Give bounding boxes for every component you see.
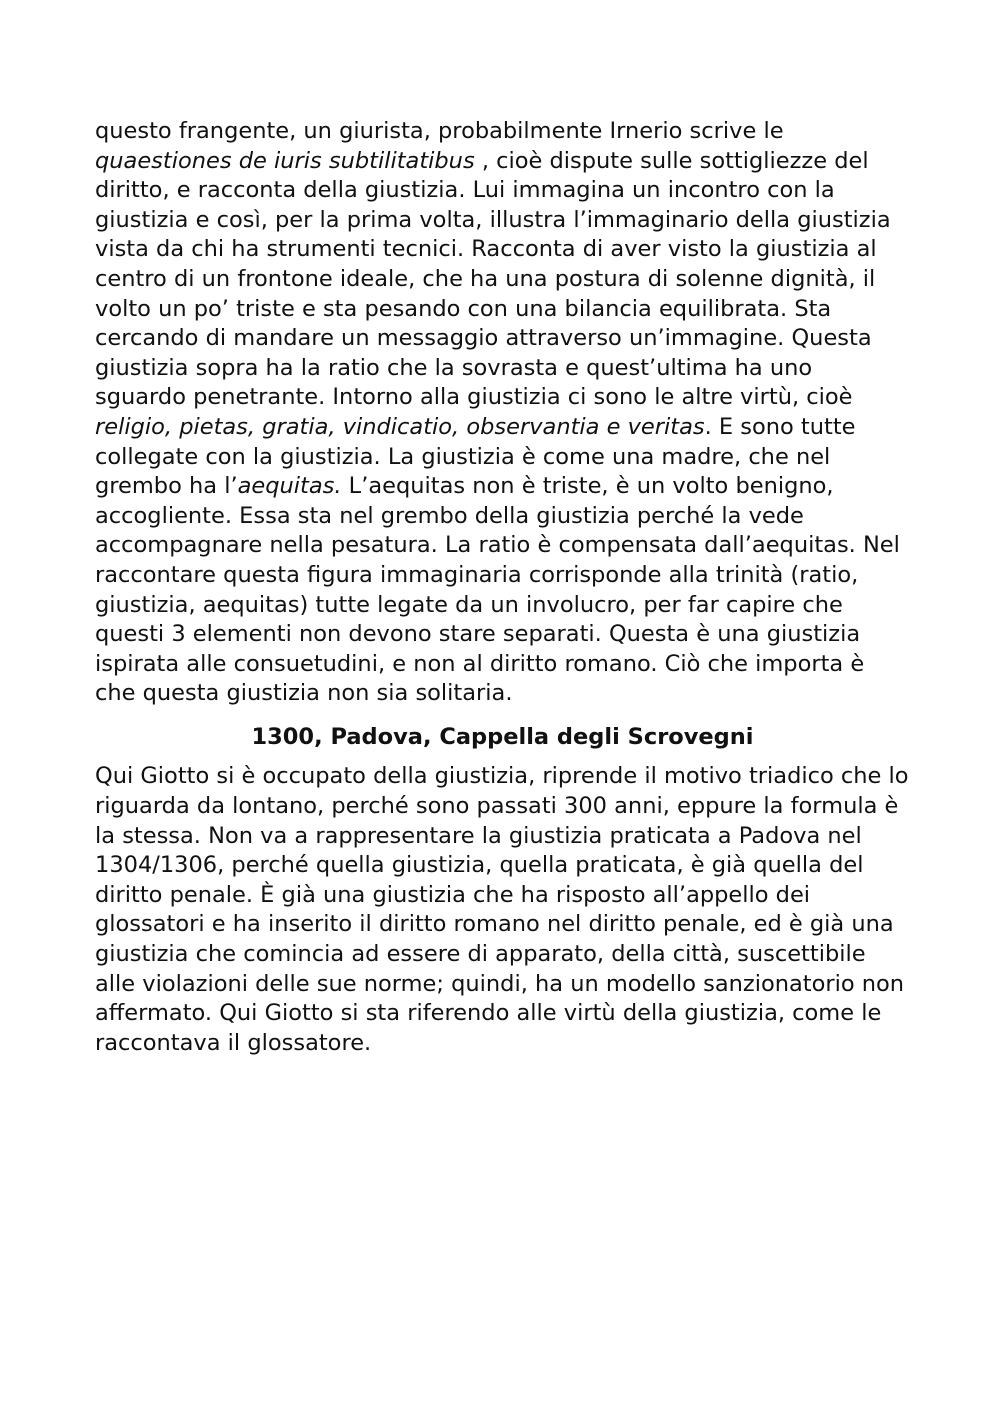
paragraph-giotto: Qui Giotto si è occupato della giustizia, riprende il motivo triadico che lo riguarda da lontano, perché sono passati 300 anni, eppure la formula è la stessa. Non va a rappresentare la giustizia praticata a Padova nel 1304/1306, perché quella giustizia, quella praticata, è già quella del diritto penale. È già una giustizia che ha risposto all’appello dei glossatori e ha inserito il diritto romano nel diritto penale, ed è già una giustizia che comincia ad essere di apparato, della città, suscettibile alle violazioni delle sue norme; quindi, ha un modello sanzionatorio non affermato. Qui Giotto si sta riferendo alle virtù della giustizia, come le raccontava il glossatore. — [95, 763, 909, 1056]
italic-title-quaestiones: quaestiones de iuris subtilitatibus — [95, 147, 475, 174]
italic-virtues-list: religio, pietas, gratia, vindicatio, observantia e veritas — [95, 413, 705, 440]
paragraph-text: L’aequitas non è triste, è un volto benigno, accogliente. Essa sta nel grembo della giustizia perché la vede accompagnare nella pesatura. La ratio è compensata dall’aequitas. Nel raccontare questa figura immaginaria corrisponde alla trinità (ratio, giustizia, aequitas) tutte legate da un involucro, per far capire che questi 3 elementi non devono stare separati. Questa è una giustizia ispirata alle consuetudini, e non al diritto romano. Ciò che importa è che questa giustizia non sia solitaria. — [95, 473, 900, 707]
paragraph-text: . E sono tutte collegate con la giustizia. La giustizia è come una madre, che nel grembo ha l’ — [95, 413, 856, 500]
italic-aequitas: aequitas. — [237, 473, 342, 500]
paragraph-irnerio — [95, 117, 910, 709]
paragraph-text: , cioè dispute sulle sottigliezze del diritto, e racconta della giustizia. Lui immagina un incontro con la giustizia e così, per la prima volta, illustra l’immaginario della giustizia vista da chi ha strumenti tecnici. Racconta di aver visto la giustizia al centro di un frontone ideale, che ha una postura di solenne dignità, il volto un po’ triste e sta pesando con una bilancia equilibrata. Sta cercando di mandare un messaggio attraverso un’immagine. Questa giustizia sopra ha la ratio che la sovrasta e quest’ultima ha uno sguardo penetrante. Intorno alla giustizia ci sono le altre virtù, cioè — [95, 147, 891, 411]
document-page — [95, 117, 910, 1058]
section-heading: 1300, Padova, Cappella degli Scrovegni — [251, 723, 754, 750]
paragraph-text: questo frangente, un giurista, probabilmente Irnerio scrive le — [95, 118, 784, 144]
